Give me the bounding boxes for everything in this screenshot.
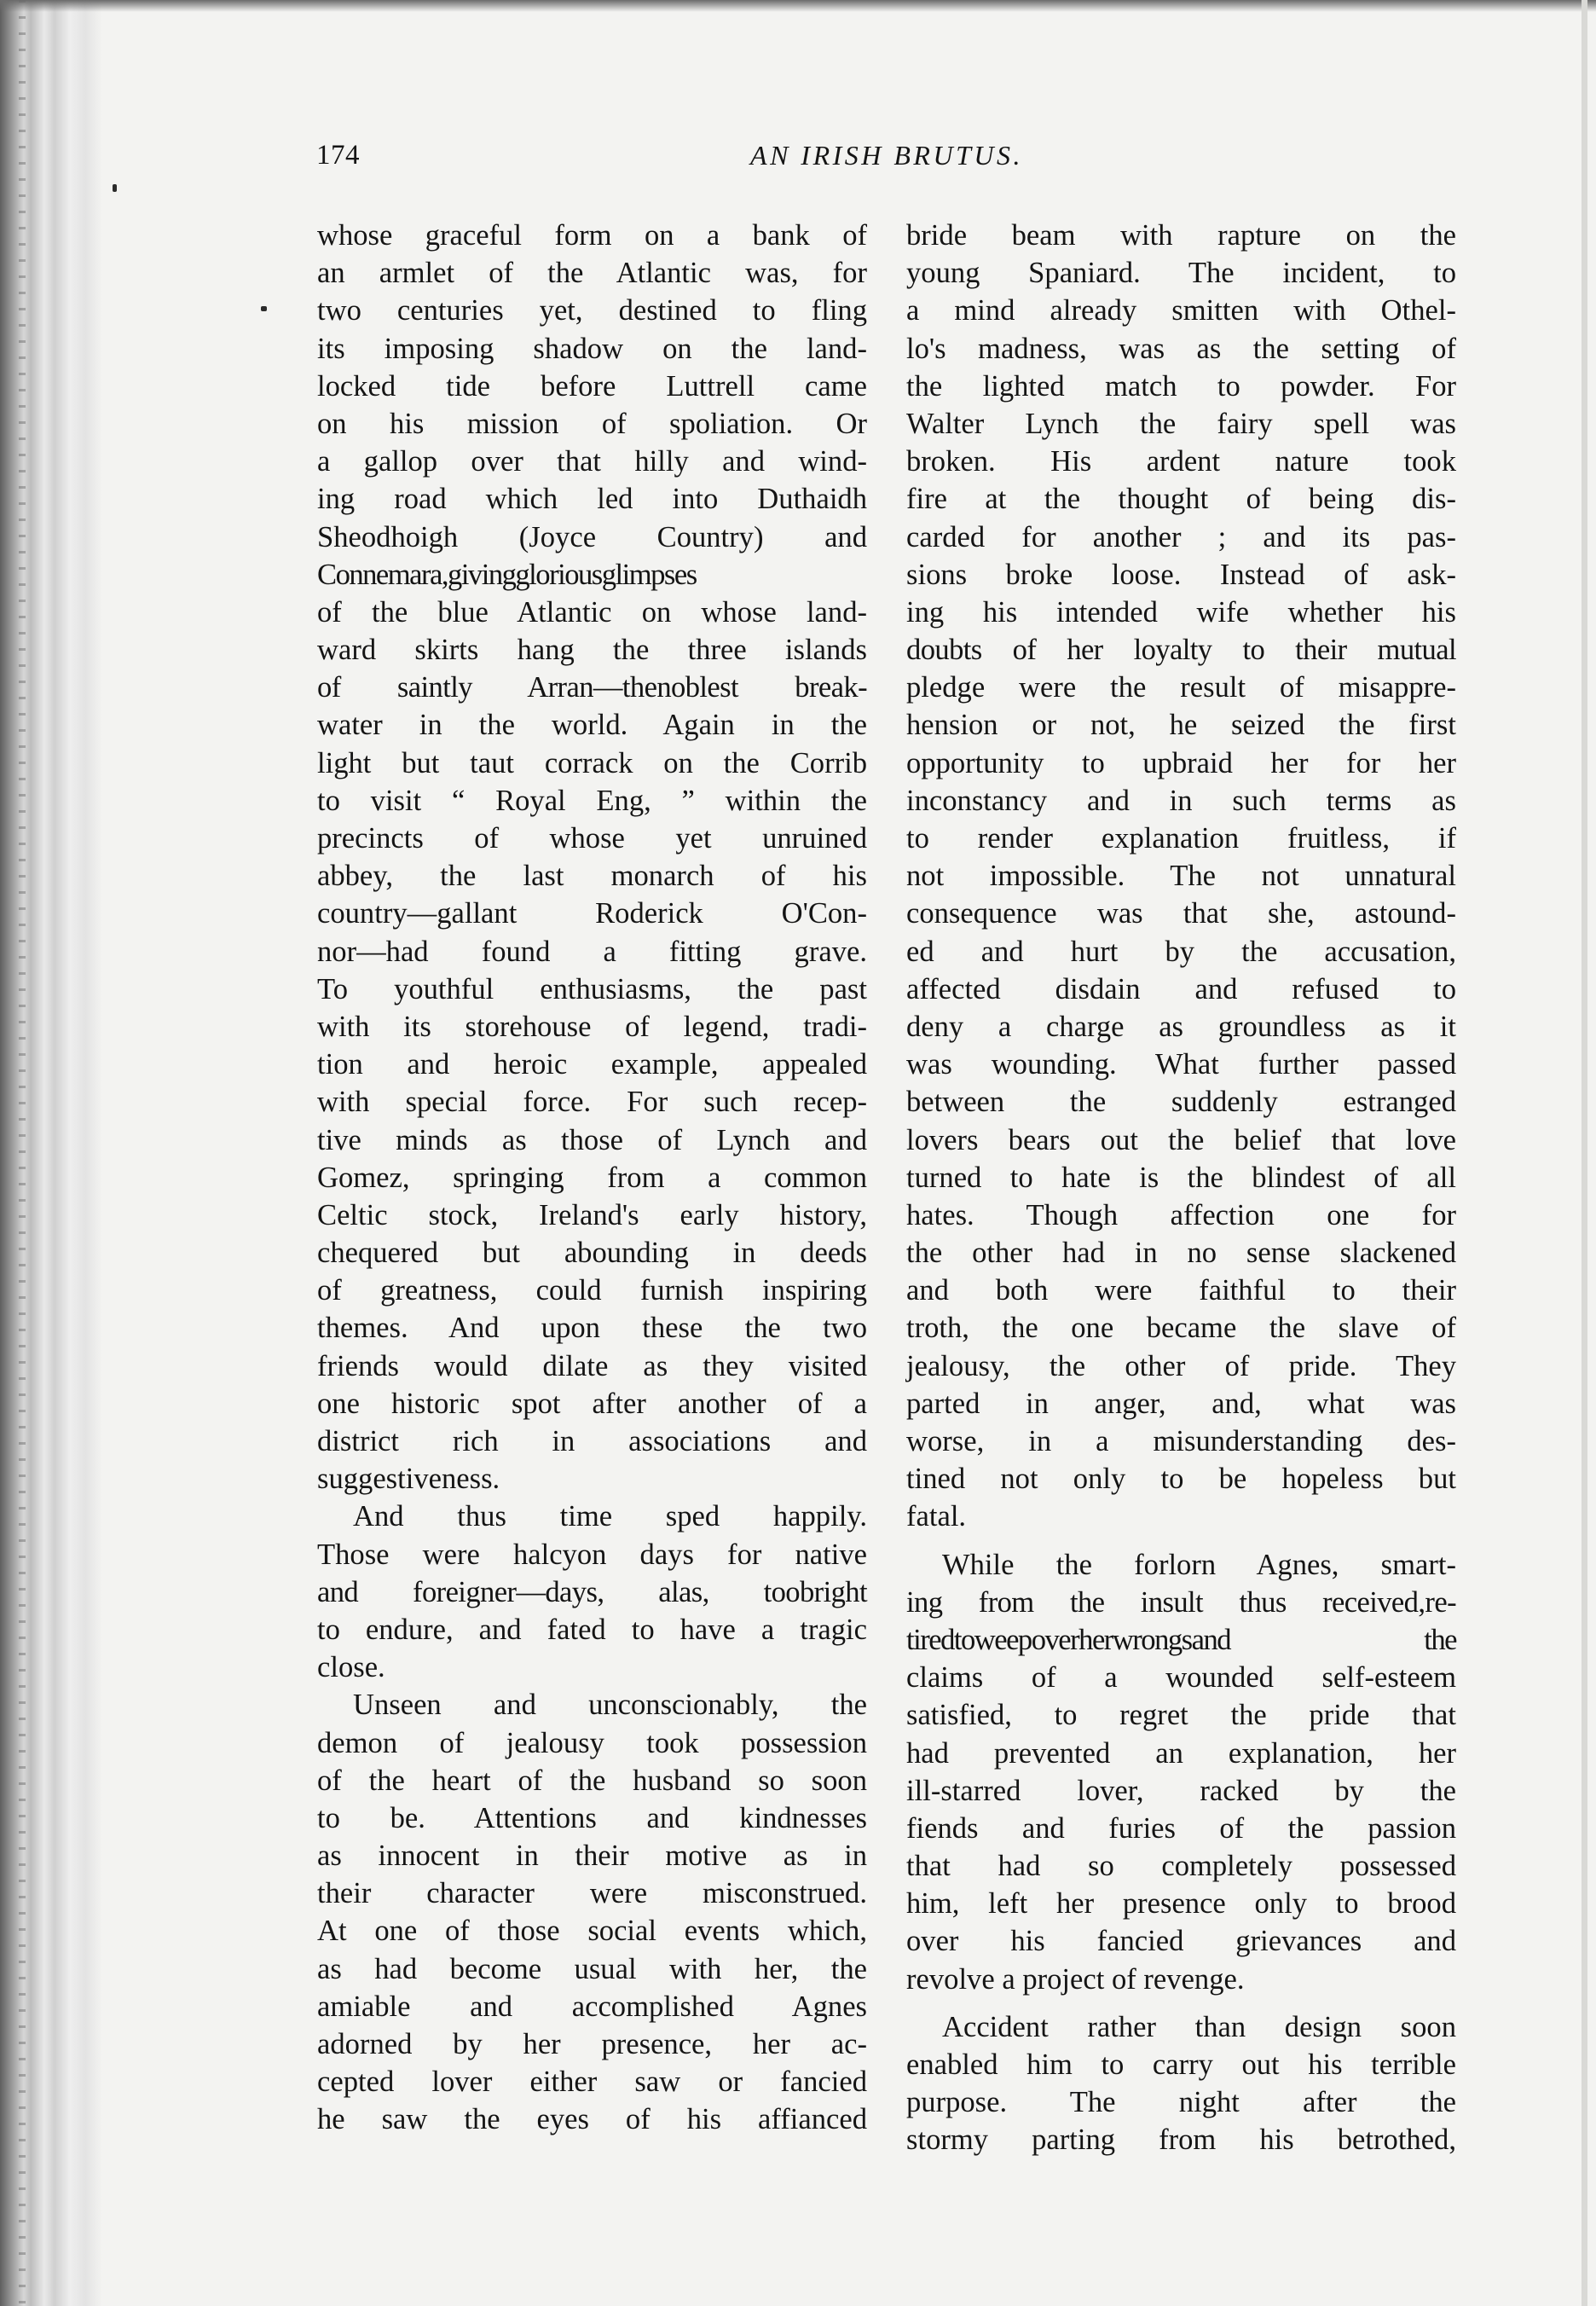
margin-mark-upper — [113, 184, 117, 192]
text-line: district rich in associations and — [317, 1425, 867, 1457]
text-line: ed and hurt by the accusation, — [906, 935, 1456, 968]
text-line: to be. Attentions and kindnesses — [317, 1801, 867, 1834]
text-line: to endure, and fated to have a tragic — [317, 1613, 867, 1646]
text-line: not impossible. The not unnatural — [906, 860, 1456, 893]
text-line: sions broke loose. Instead of ask- — [906, 558, 1456, 591]
text-line: hension or not, he seized the first — [906, 709, 1456, 742]
text-line: fatal. — [906, 1500, 967, 1533]
text-line: of greatness, could furnish inspiring — [317, 1274, 867, 1307]
text-line: of the heart of the husband so soon — [317, 1764, 867, 1797]
text-line: and foreigner—days, alas, toobright — [317, 1575, 867, 1608]
text-line: a gallop over that hilly and wind- — [317, 445, 867, 478]
text-line: lo's madness, was as the setting of — [906, 332, 1456, 365]
text-line: and both were faithful to their — [906, 1274, 1456, 1307]
text-line: opportunity to upbraid her for her — [906, 746, 1456, 779]
text-line: with special force. For such recep- — [317, 1086, 867, 1119]
text-line: on his mission of spoliation. Or — [317, 407, 867, 440]
text-line: turned to hate is the blindest of all — [906, 1161, 1456, 1194]
text-line: bride beam with rapture on the — [906, 219, 1456, 252]
text-line: locked tide before Luttrell came — [317, 369, 867, 403]
text-line: broken. His ardent nature took — [906, 445, 1456, 478]
text-line: its imposing shadow on the land- — [317, 332, 867, 365]
left-text-column — [317, 217, 867, 2139]
text-line: suggestiveness. — [317, 1463, 500, 1496]
text-line: friends would dilate as they visited — [317, 1349, 867, 1382]
text-line: demon of jealousy took possession — [317, 1726, 867, 1759]
text-line: tined not only to be hopeless but — [906, 1463, 1456, 1496]
text-line: country—gallant Roderick O'Con- — [317, 897, 867, 930]
text-line: pledge were the result of misappre- — [906, 671, 1456, 704]
text-line: their character were misconstrued. — [317, 1877, 867, 1910]
text-line: satisfied, to regret the pride that — [906, 1699, 1456, 1732]
text-line: ing his intended wife whether his — [906, 595, 1456, 629]
text-line: enabled him to carry out his terrible — [906, 2048, 1456, 2081]
right-text-column — [906, 217, 1456, 2159]
text-line: Celtic stock, Ireland's early history, — [317, 1198, 867, 1231]
text-line: one historic spot after another of a — [317, 1387, 867, 1420]
text-line: to render explanation fruitless, if — [906, 822, 1456, 855]
text-line: fire at the thought of being dis- — [906, 483, 1456, 516]
text-line: To youthful enthusiasms, the past — [317, 972, 867, 1005]
text-line: Those were halcyon days for native — [317, 1538, 867, 1571]
scan-binding-edge — [0, 0, 102, 2306]
text-line: tive minds as those of Lynch and — [317, 1123, 867, 1156]
text-line: precincts of whose yet unruined — [317, 822, 867, 855]
running-title: AN IRISH BRUTUS. — [750, 140, 1023, 171]
text-line: amiable and accomplished Agnes — [317, 1990, 867, 2023]
text-line: ward skirts hang the three islands — [317, 634, 867, 667]
text-line: jealousy, the other of pride. They — [906, 1349, 1456, 1382]
scan-top-shadow — [0, 0, 1596, 12]
text-line: an armlet of the Atlantic was, for — [317, 257, 867, 290]
text-line: hates. Though affection one for — [906, 1198, 1456, 1231]
text-line: him, left her presence only to brood — [906, 1887, 1456, 1921]
text-line: of saintly Arran—thenoblest break- — [317, 671, 867, 704]
text-line: close. — [317, 1651, 385, 1684]
text-line: consequence was that she, astound- — [906, 897, 1456, 930]
text-line: as innocent in their motive as in — [317, 1840, 867, 1873]
text-line: tiredtoweepoverherwrongsand the — [906, 1623, 1456, 1656]
text-line: doubts of her loyalty to their mutual — [906, 634, 1456, 667]
text-line: Accident rather than design soon — [942, 2010, 1456, 2043]
text-line: Gomez, springing from a common — [317, 1161, 867, 1194]
text-line: had prevented an explanation, her — [906, 1736, 1456, 1770]
text-line: as had become usual with her, the — [317, 1952, 867, 1985]
text-line: tion and heroic example, appealed — [317, 1048, 867, 1081]
margin-mark-lower — [261, 306, 267, 311]
text-line: deny a charge as groundless as it — [906, 1010, 1456, 1043]
text-line: ill-starred lover, racked by the — [906, 1774, 1456, 1807]
text-line: ing road which led into Duthaidh — [317, 483, 867, 516]
text-line: adorned by her presence, her ac- — [317, 2028, 867, 2060]
text-line: And thus time sped happily. — [353, 1500, 867, 1533]
text-line: Connemara,givinggloriousglimpses — [317, 558, 697, 591]
text-line: of the blue Atlantic on whose land- — [317, 595, 867, 629]
text-line: chequered but abounding in deeds — [317, 1237, 867, 1270]
text-line: While the forlorn Agnes, smart- — [942, 1548, 1456, 1581]
text-line: themes. And upon these the two — [317, 1312, 867, 1345]
text-line: over his fancied grievances and — [906, 1925, 1456, 1958]
text-line: was wounding. What further passed — [906, 1048, 1456, 1081]
text-line: abbey, the last monarch of his — [317, 860, 867, 893]
page-number: 174 — [316, 140, 360, 171]
text-line: purpose. The night after the — [906, 2086, 1456, 2119]
text-line: the lighted match to powder. For — [906, 369, 1456, 403]
text-line: inconstancy and in such terms as — [906, 784, 1456, 817]
text-line: two centuries yet, destined to fling — [317, 294, 867, 327]
text-line: stormy parting from his betrothed, — [906, 2123, 1456, 2157]
text-line: lovers bears out the belief that love — [906, 1123, 1456, 1156]
text-line: carded for another ; and its pas- — [906, 520, 1456, 553]
text-line: Sheodhoigh (Joyce Country) and — [317, 520, 867, 553]
text-line: troth, the one became the slave of — [906, 1312, 1456, 1345]
text-line: young Spaniard. The incident, to — [906, 257, 1456, 290]
text-line: claims of a wounded self-esteem — [906, 1661, 1456, 1695]
text-line: between the suddenly estranged — [906, 1086, 1456, 1119]
text-line: worse, in a misunderstanding des- — [906, 1425, 1456, 1457]
text-line: light but taut corrack on the Corrib — [317, 746, 867, 779]
text-line: At one of those social events which, — [317, 1915, 867, 1948]
text-line: whose graceful form on a bank of — [317, 219, 867, 252]
text-line: water in the world. Again in the — [317, 709, 867, 742]
text-line: fiends and furies of the passion — [906, 1811, 1456, 1845]
text-line: the other had in no sense slackened — [906, 1237, 1456, 1270]
text-line: cepted lover either saw or fancied — [317, 2066, 867, 2099]
text-line: affected disdain and refused to — [906, 972, 1456, 1005]
text-line: revolve a project of revenge. — [906, 1962, 1245, 1996]
scan-right-edge — [1582, 0, 1587, 2306]
text-line: Unseen and unconscionably, the — [353, 1689, 867, 1722]
text-line: to visit “ Royal Eng, ” within the — [317, 784, 867, 817]
text-line: ing from the insult thus received,re- — [906, 1585, 1456, 1619]
text-line: parted in anger, and, what was — [906, 1387, 1456, 1420]
text-line: he saw the eyes of his affianced — [317, 2103, 867, 2136]
text-line: that had so completely possessed — [906, 1850, 1456, 1883]
page-header — [316, 136, 1457, 177]
text-line: a mind already smitten with Othel- — [906, 294, 1456, 327]
text-line: Walter Lynch the fairy spell was — [906, 407, 1456, 440]
text-line: with its storehouse of legend, tradi- — [317, 1010, 867, 1043]
text-line: nor—had found a fitting grave. — [317, 935, 867, 968]
